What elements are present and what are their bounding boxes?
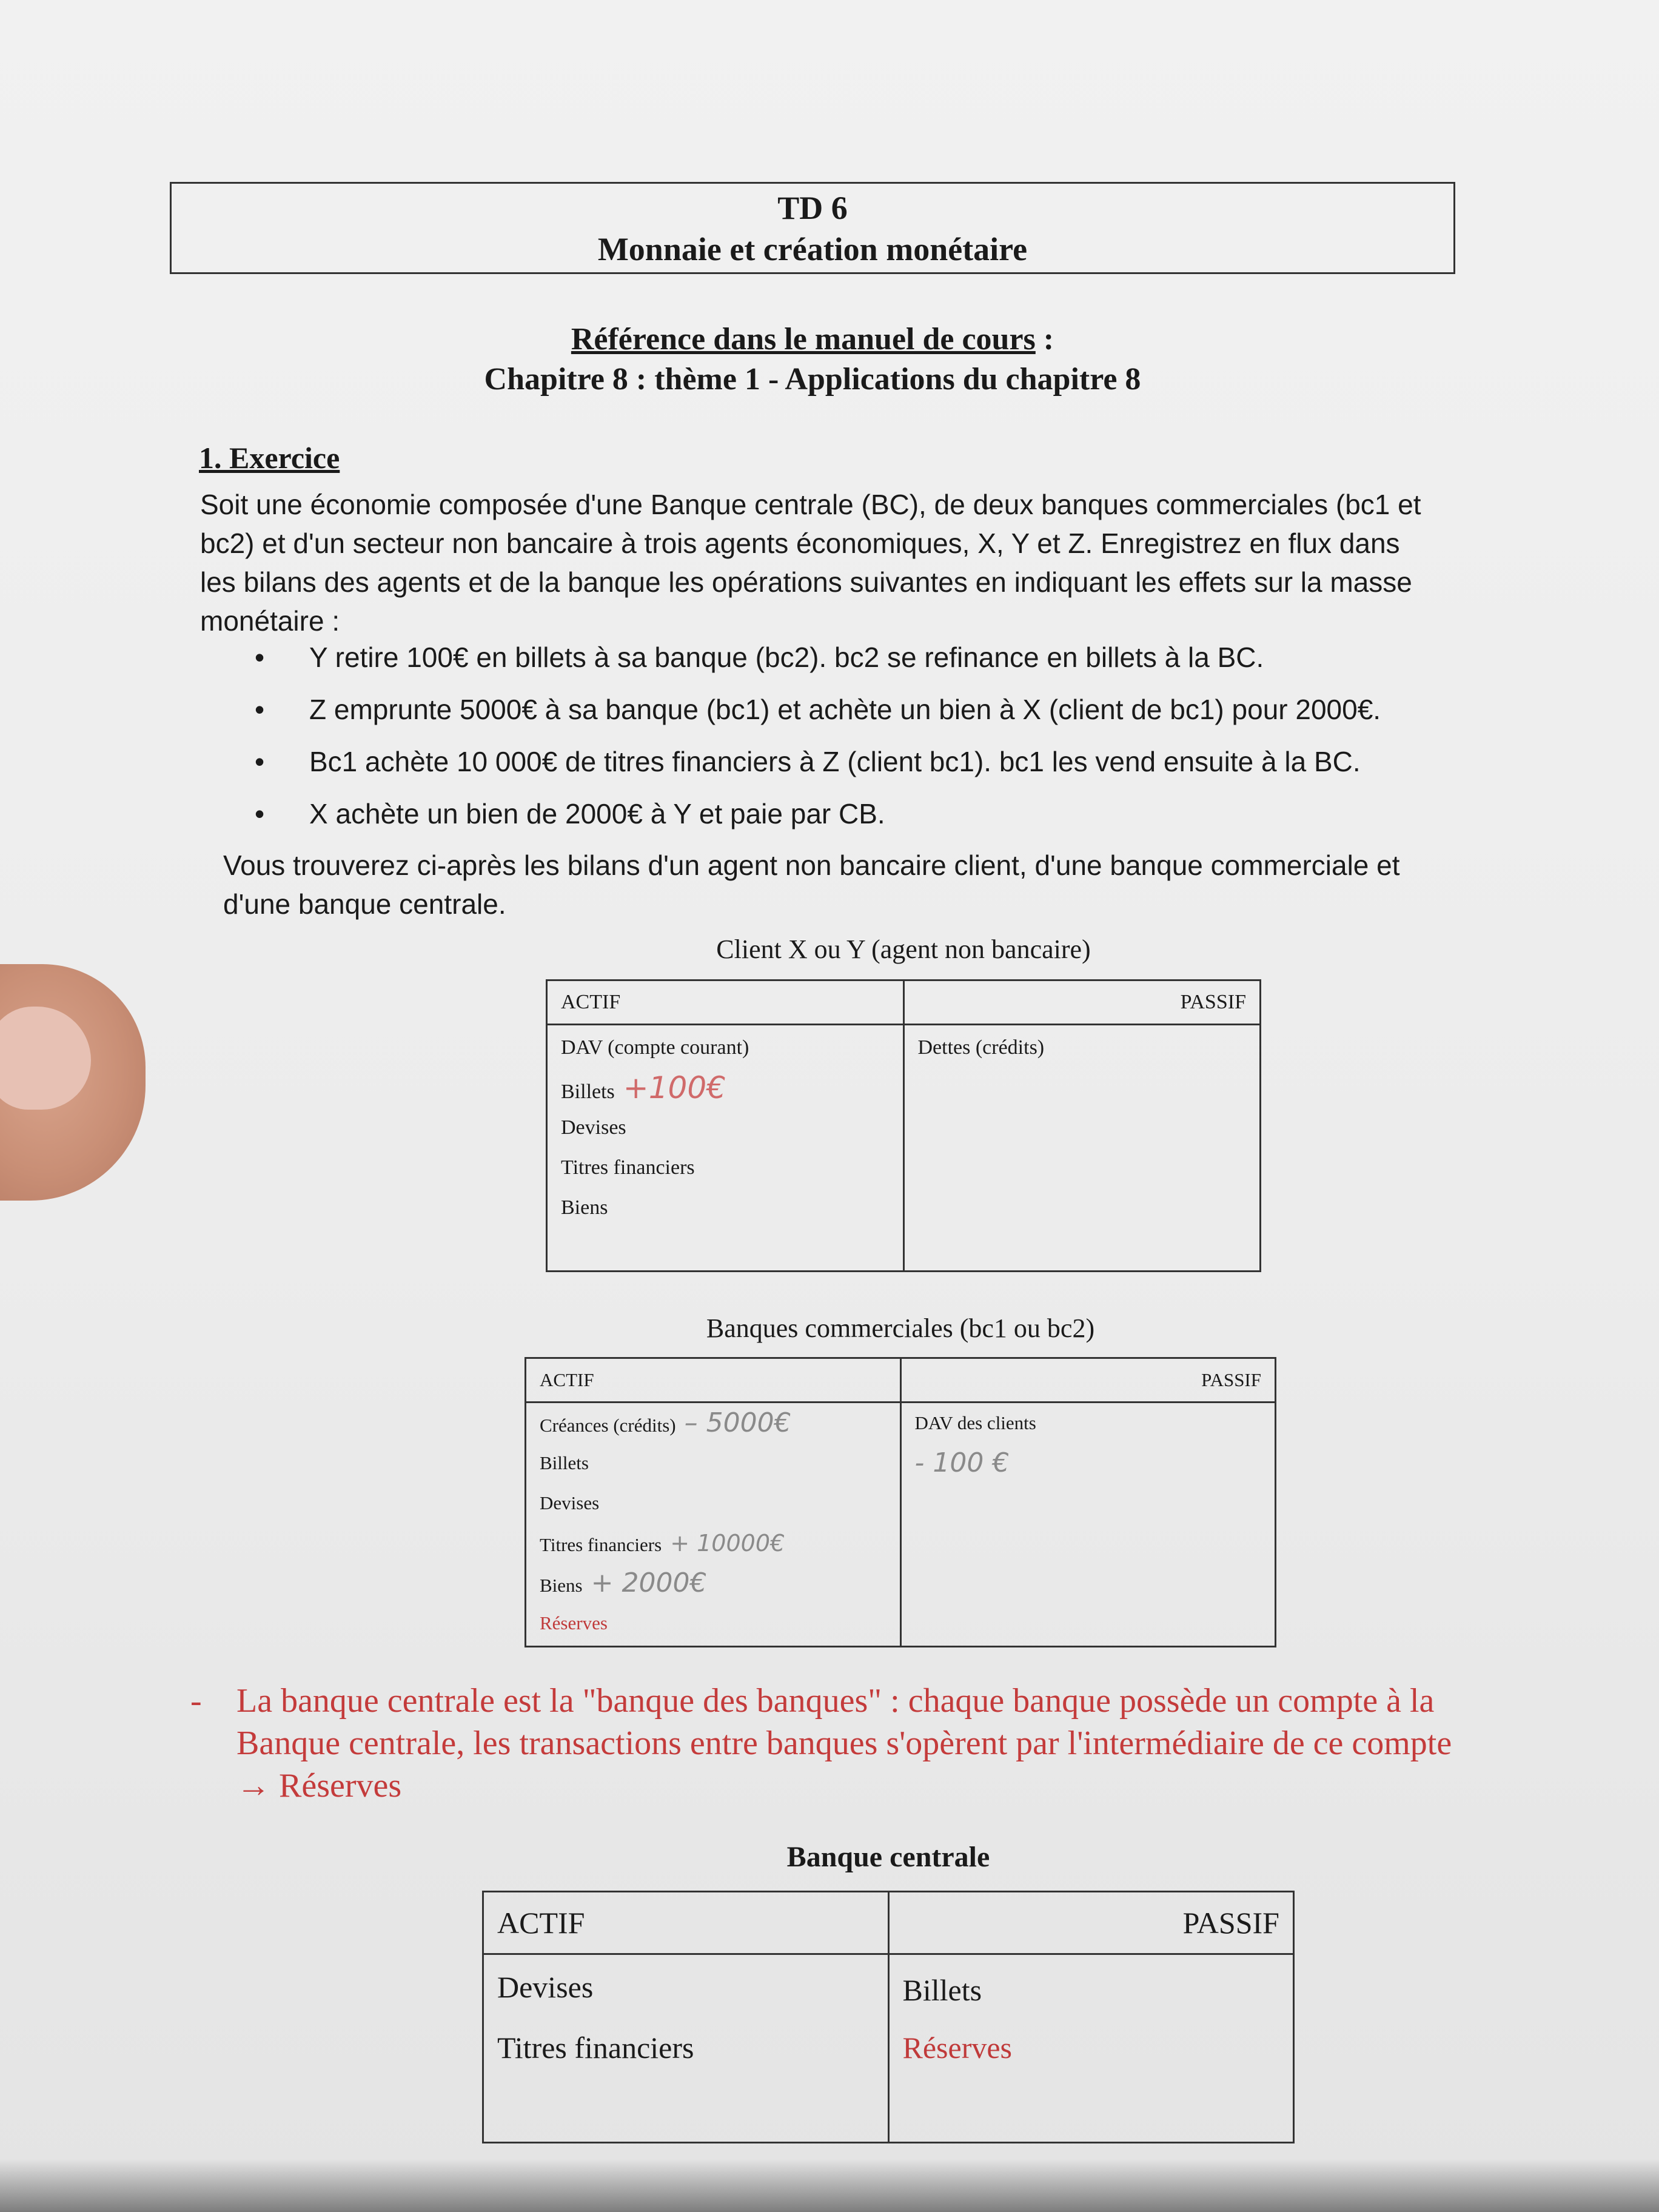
- client-table-caption: Client X ou Y (agent non bancaire): [716, 934, 1091, 964]
- client-billets-annotation: +100€: [623, 1070, 726, 1105]
- client-actif-biens: Biens: [561, 1196, 608, 1219]
- note-dash: -: [190, 1682, 202, 1720]
- bank-biens-annotation: + 2000€: [591, 1567, 707, 1598]
- central-actif-titres: Titres financiers: [497, 2031, 694, 2065]
- client-passif-cell: [903, 1025, 1261, 1272]
- operation-item: • Z emprunte 5000€ à sa banque (bc1) et achète un bien à X (client de bc1) pour 2000€.: [255, 690, 1455, 742]
- client-balance-table: [546, 979, 1261, 1272]
- exercise-intro: Soit une économie composée d'une Banque centrale (BC), de deux banques commerciales (bc1 et bc2) et d'un secteur non bancaire à trois agents économiques, X, Y et Z. Enregistrez en flux dans les bilans des agents et de la banque les opérations suivantes en indiquant les effets sur la masse monétaire :: [200, 489, 1421, 637]
- bank-passif-cell: [900, 1403, 1276, 1647]
- title-box: [170, 182, 1455, 274]
- client-actif-devises: Devises: [561, 1116, 626, 1139]
- thumb-nail: [0, 1007, 91, 1110]
- bank-biens-label: Biens: [540, 1575, 583, 1596]
- note-text: La banque centrale est la "banque des banques" : chaque banque possède un compte à la Banque centrale, les transactions entre banques s'opèrent par l'intermédiaire de ce compte → Réserves: [236, 1682, 1452, 1805]
- exercise-outro: Vous trouverez ci-après les bilans d'un agent non bancaire client, d'une banque commerciale et d'une banque centrale.: [223, 850, 1400, 920]
- bank-actif-billets: Billets: [540, 1452, 589, 1473]
- client-actif-dav: DAV (compte courant): [561, 1036, 749, 1059]
- central-passif-cell: [888, 1954, 1294, 2143]
- client-actif-billets: [561, 1068, 890, 1108]
- central-actif-cell: [483, 1954, 889, 2143]
- operation-item: • Bc1 achète 10 000€ de titres financiers à Z (client bc1). bc1 les vend ensuite à la BC.: [255, 742, 1455, 794]
- bank-passif-header: PASSIF: [900, 1358, 1276, 1403]
- central-passif-billets: Billets: [902, 1973, 982, 2007]
- central-table-caption: Banque centrale: [786, 1841, 990, 1873]
- bank-actif-reserves: Réserves: [540, 1612, 608, 1634]
- central-passif-reserves: Réserves: [902, 2031, 1012, 2065]
- reference-colon: :: [1035, 322, 1054, 357]
- bank-titres-annotation: + 10000€: [670, 1530, 785, 1557]
- bank-creances-annotation: – 5000€: [684, 1407, 791, 1438]
- bank-actif-devises: Devises: [540, 1492, 600, 1513]
- exercise-title: 1. Exercice: [199, 441, 340, 475]
- central-actif-header: ACTIF: [483, 1892, 889, 1954]
- client-passif-dettes: Dettes (crédits): [917, 1036, 1045, 1059]
- bank-passif-dav-annotation: - 100 €: [914, 1447, 1010, 1478]
- central-passif-header: PASSIF: [888, 1892, 1294, 1954]
- bank-creances-label: Créances (crédits): [540, 1415, 676, 1436]
- bank-table-caption: Banques commerciales (bc1 ou bc2): [706, 1313, 1095, 1343]
- bank-passif-dav: DAV des clients: [914, 1412, 1036, 1433]
- bank-actif-biens: [540, 1563, 886, 1603]
- central-balance-table: [482, 1891, 1295, 2143]
- reference-line: [170, 321, 1455, 357]
- bank-balance-table: [525, 1357, 1276, 1647]
- td-title: Monnaie et création monétaire: [597, 231, 1028, 267]
- client-billets-label: Billets: [561, 1081, 615, 1103]
- bank-actif-cell: [526, 1403, 901, 1647]
- reference-label: Référence dans le manuel de cours: [571, 322, 1036, 357]
- central-bank-note: [190, 1680, 1486, 1807]
- central-actif-devises: Devises: [497, 1970, 594, 2004]
- client-actif-header: ACTIF: [547, 980, 904, 1025]
- operation-item: • Y retire 100€ en billets à sa banque (bc2). bc2 se refinance en billets à la BC.: [255, 638, 1455, 690]
- client-actif-titres: Titres financiers: [561, 1156, 695, 1179]
- operation-item: • X achète un bien de 2000€ à Y et paie par CB.: [255, 794, 1455, 846]
- bank-actif-header: ACTIF: [526, 1358, 901, 1403]
- bank-actif-creances: [540, 1403, 886, 1443]
- client-actif-cell: [547, 1025, 904, 1272]
- client-passif-header: PASSIF: [903, 980, 1261, 1025]
- bank-actif-titres: [540, 1523, 886, 1563]
- bottom-shadow: [0, 2159, 1659, 2212]
- td-number: TD 6: [777, 190, 848, 226]
- operations-list: [255, 638, 1455, 846]
- reference-chapter: Chapitre 8 : thème 1 - Applications du chapitre 8: [484, 362, 1141, 397]
- bank-titres-label: Titres financiers: [540, 1534, 662, 1555]
